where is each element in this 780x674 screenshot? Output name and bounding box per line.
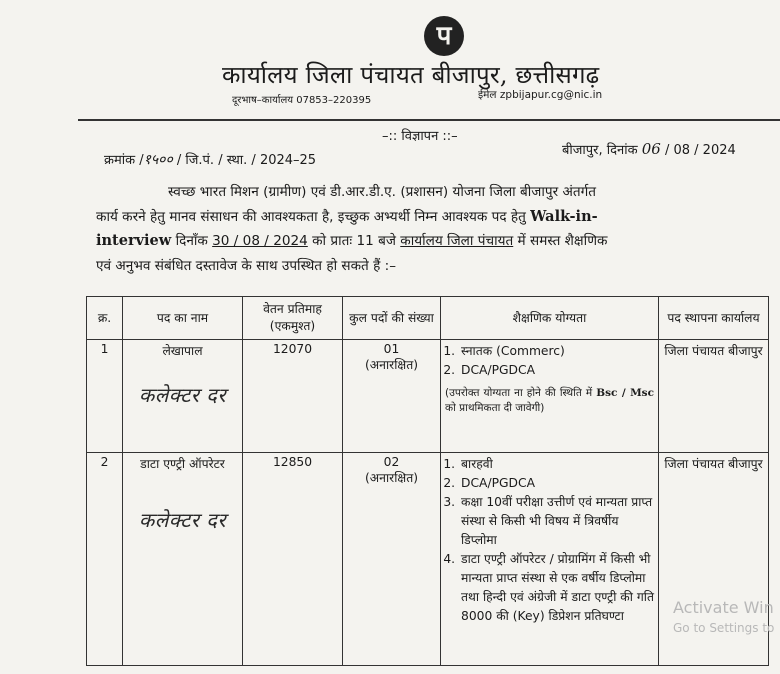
- qualification-item: 4. डाटा एण्ट्री ऑपरेटर / प्रोग्रामिंग में किसी भी मान्यता प्राप्त संस्था से एक वर्षीय डिप्लोमा तथा हिन्दी एवं अंग्रेजी में डाटा एण्ट्री की गति 8000 की (Key) डिप्रेशन प्रतिघण्टा: [459, 550, 654, 626]
- qualification-item: 1. स्नातक (Commerc): [459, 342, 654, 361]
- qualification-note: [445, 386, 654, 416]
- body-line-2-text: कार्य करने हेतु मानव संसाधन की आवश्यकता है, इच्छुक अभ्यर्थी निम्न आवश्यक पद हेतु: [96, 208, 531, 225]
- post-count: 01: [383, 342, 400, 356]
- row-salary: 12850: [243, 453, 343, 666]
- qualification-item: 3. कक्षा 10वीं परीक्षा उत्तीर्ण एवं मान्यता प्राप्त संस्था से किसी भी विषय में त्रिवर्षीय डिप्लोमा: [459, 493, 654, 550]
- order-number: १५००: [143, 152, 173, 168]
- table-header-row: [87, 297, 769, 340]
- row-post: [123, 340, 243, 453]
- header-post: पद का नाम: [123, 297, 243, 340]
- body-line-3: [96, 229, 768, 254]
- time-text: को प्रातः 11 बजे: [307, 233, 401, 249]
- notice-heading: –:: विज्ञापन ::–: [382, 129, 458, 144]
- post-name: लेखापाल: [162, 344, 203, 358]
- body-line-2: [96, 205, 768, 230]
- posts-table: [86, 296, 769, 666]
- row-office: जिला पंचायत बीजापुर: [659, 340, 769, 453]
- row-sno: 2: [87, 453, 123, 666]
- interview-label: interview: [96, 232, 172, 249]
- documents-text: में समस्त शैक्षणिक: [513, 233, 608, 249]
- note-degrees: Bsc / Msc: [596, 387, 654, 399]
- row-office: जिला पंचायत बीजापुर: [659, 453, 769, 666]
- header-qualification: शैक्षणिक योग्यता: [441, 297, 659, 340]
- row-sno: 1: [87, 340, 123, 453]
- table-row: [87, 453, 769, 666]
- note-text: (उपरोक्त योग्यता ना होने की स्थिति में: [445, 387, 597, 399]
- order-prefix: क्रमांक /: [104, 153, 144, 168]
- row-post: [123, 453, 243, 666]
- watermark-line-2: Go to Settings to: [673, 621, 775, 635]
- post-count: 02: [383, 455, 400, 469]
- row-count: [343, 453, 441, 666]
- header-salary: वेतन प्रतिमाह (एकमुश्त): [243, 297, 343, 340]
- collector-rate-stamp: कलेक्टर दर: [138, 383, 227, 407]
- date-prefix: बीजापुर, दिनांक: [562, 143, 642, 158]
- notice-body: [96, 180, 768, 278]
- note-text-end: को प्राथमिकता दी जावेगी): [445, 402, 545, 414]
- date-suffix: / 08 / 2024: [660, 143, 736, 158]
- office-phone: दूरभाष–कार्यालय 07853–220395: [232, 95, 372, 106]
- date-label: दिनाँक: [171, 233, 213, 249]
- qualification-item: 2. DCA/PGDCA: [459, 361, 654, 380]
- row-qualification: [441, 453, 659, 666]
- post-category: (अनारक्षित): [364, 358, 419, 372]
- row-salary: 12070: [243, 340, 343, 453]
- collector-rate-stamp: कलेक्टर दर: [138, 508, 227, 532]
- post-category: (अनारक्षित): [364, 471, 419, 485]
- interview-date: 30 / 08 / 2024: [212, 233, 308, 249]
- row-count: [343, 340, 441, 453]
- office-email: ईमेल zpbijapur.cg@nic.in: [478, 89, 603, 101]
- row-qualification: [441, 340, 659, 453]
- header-count: कुल पदों की संख्या: [343, 297, 441, 340]
- qualification-item: 1. बारहवी: [459, 455, 654, 474]
- walk-in-label: Walk-in-: [530, 207, 598, 225]
- header-office: पद स्थापना कार्यालय: [659, 297, 769, 340]
- header-divider: [78, 119, 780, 121]
- body-line-4: एवं अनुभव संबंधित दस्तावेज के साथ उपस्थित हो सकते हैं :–: [96, 257, 397, 274]
- body-line-1: स्वच्छ भारत मिशन (ग्रामीण) एवं डी.आर.डी.ए. (प्रशासन) योजना जिला बीजापुर अंतर्गत: [168, 184, 597, 200]
- date-day: 06: [641, 140, 661, 158]
- order-suffix: / जि.पं. / स्था. / 2024–25: [172, 153, 317, 168]
- qualification-item: 2. DCA/PGDCA: [459, 474, 654, 493]
- header-sno: क्र.: [87, 297, 123, 340]
- notice-date-line: [562, 140, 736, 158]
- office-emblem: प: [424, 16, 464, 56]
- office-title: कार्यालय जिला पंचायत बीजापुर, छत्तीसगढ़: [222, 61, 600, 89]
- table-row: [87, 340, 769, 453]
- order-number-line: [104, 150, 316, 169]
- watermark-line-1: Activate Win: [673, 598, 774, 617]
- post-name: डाटा एण्ट्री ऑपरेटर: [140, 457, 225, 471]
- venue-text: कार्यालय जिला पंचायत: [400, 233, 514, 249]
